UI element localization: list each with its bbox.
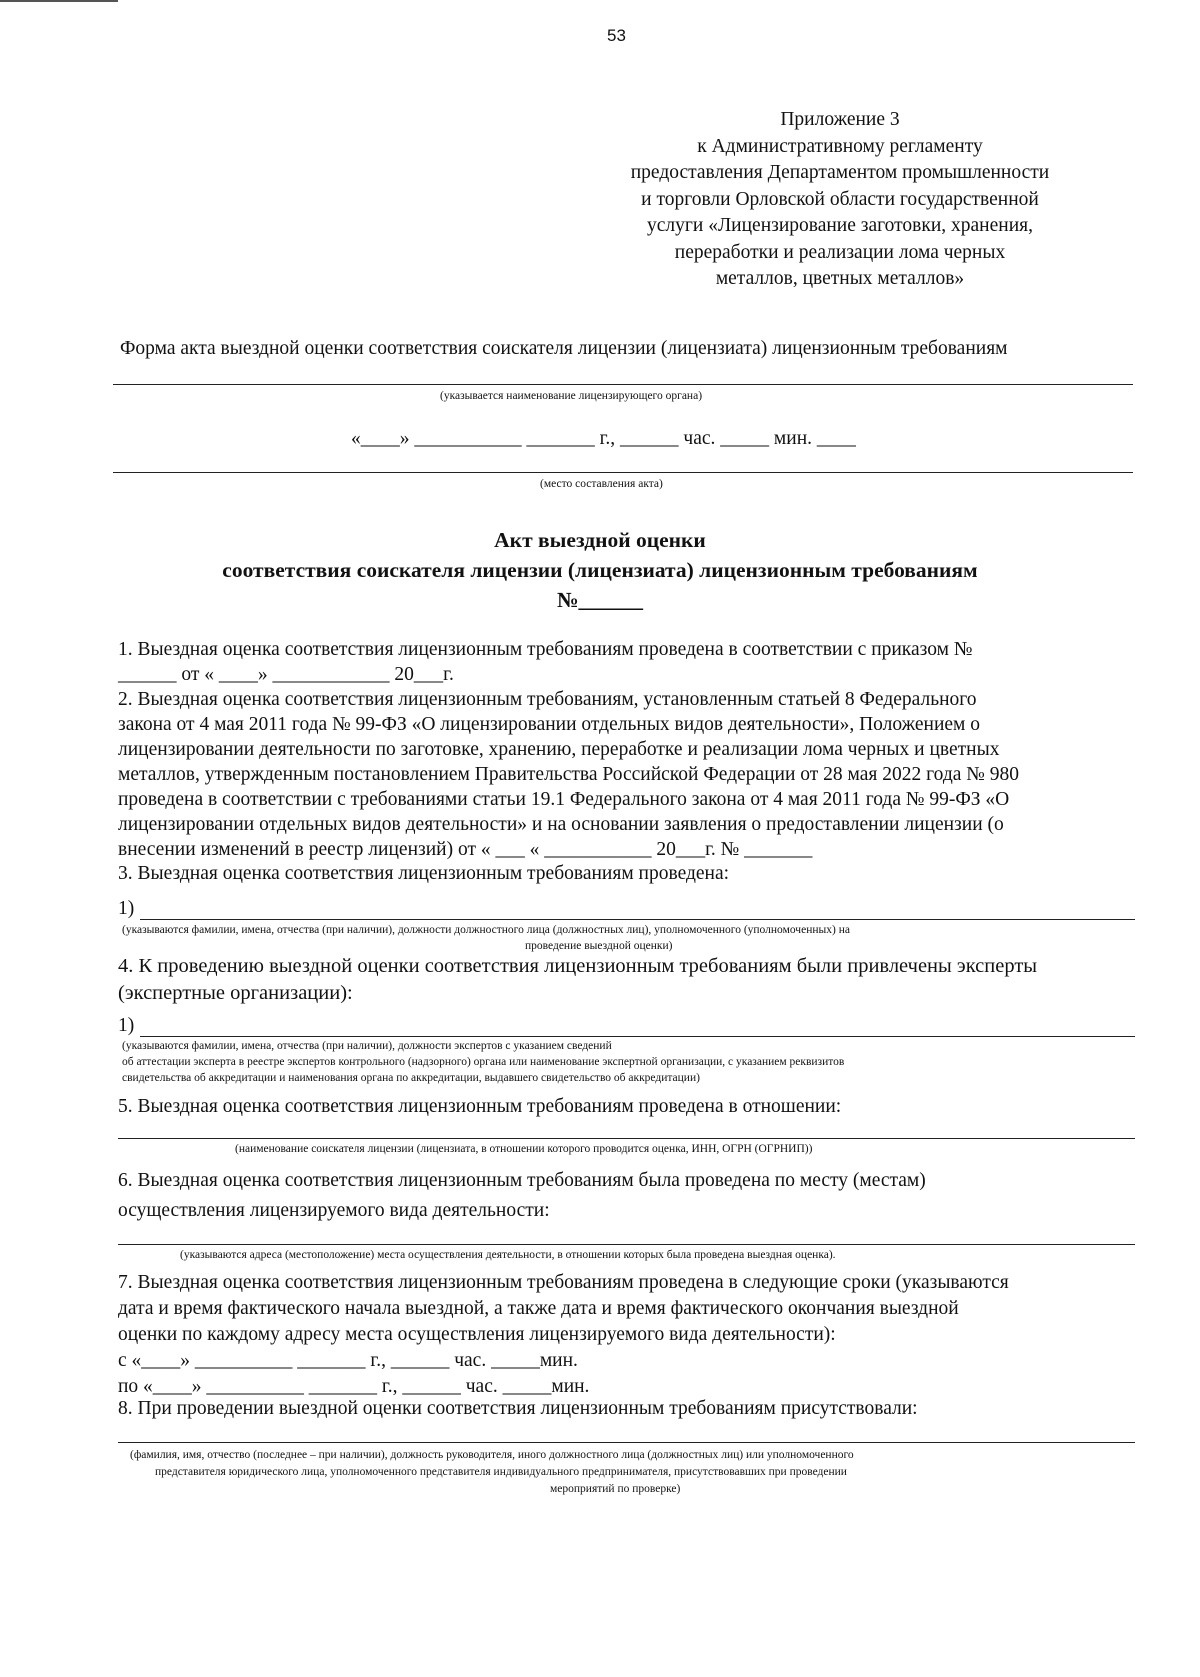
item-4-hint: свидетельства об аккредитации и наименования органа по аккредитации, выдавшего свидетельство об аккредитации) [122, 1072, 700, 1084]
item-3: 3. Выездная оценка соответствия лицензионным требованиям проведена: [118, 863, 730, 884]
place-line [113, 472, 1133, 473]
item-7-line: оценки по каждому адресу места осуществления лицензируемого вида деятельности): [118, 1324, 836, 1345]
item-7-line: дата и время фактического начала выездной, а также дата и время фактического окончания выездной [118, 1298, 959, 1319]
appendix-header [560, 107, 1120, 293]
item-8-hint: (фамилия, имя, отчество (последнее – при наличии), должность руководителя, иного должностного лица (должностных лиц) или уполномоченного [130, 1449, 854, 1461]
item-8-hint: представителя юридического лица, уполномоченного представителя индивидуального предпринимателя, присутствовавших при проведении [155, 1466, 847, 1478]
item-1-line: ______ от « ____» ____________ 20___г. [118, 664, 454, 685]
item-4-number: 1) [118, 1015, 135, 1036]
appendix-line: металлов, цветных металлов» [715, 268, 965, 289]
item-4-hint: об аттестации эксперта в реестре экспертов контрольного (надзорного) органа или наименование экспертной организации, с указанием реквизитов [122, 1056, 845, 1068]
appendix-line: переработки и реализации лома черных [674, 241, 1006, 263]
appendix-line: Приложение 3 [780, 109, 900, 130]
item-6-line: 6. Выездная оценка соответствия лицензионным требованиям была проведена по месту (местам) [118, 1170, 926, 1191]
date-time-line: «____» ___________ _______ г., ______ час. _____ мин. ____ [351, 428, 856, 449]
act-subtitle: соответствия соискателя лицензии (лицензиата) лицензионным требованиям [222, 558, 978, 582]
item-8-line [118, 1442, 1135, 1443]
appendix-line: к Административному регламенту [697, 135, 983, 157]
item-7-start: с «____» __________ _______ г., ______ час. _____мин. [118, 1350, 578, 1371]
org-name-hint: (указывается наименование лицензирующего органа) [440, 390, 703, 402]
act-title: Акт выездной оценки [494, 528, 706, 552]
item-6 [118, 1166, 926, 1226]
item-5: 5. Выездная оценка соответствия лицензионным требованиям проведена в отношении: [118, 1096, 842, 1117]
org-name-line [113, 384, 1133, 385]
item-1 [118, 637, 972, 687]
item-2-line: проведена в соответствии с требованиями статьи 19.1 Федерального закона от 4 мая 2011 года № 99-ФЗ «О [118, 789, 1010, 810]
item-7-end: по «____» __________ _______ г., ______ час. _____мин. [118, 1376, 590, 1397]
item-6-hint: (указываются адреса (местоположение) места осуществления деятельности, в отношении которых была проведена выездная оценка). [180, 1249, 836, 1261]
item-2 [118, 687, 1019, 862]
place-hint: (место составления акта) [540, 478, 663, 490]
item-8: 8. При проведении выездной оценки соответствия лицензионным требованиям присутствовали: [118, 1398, 918, 1419]
item-4-line: 4. К проведению выездной оценки соответствия лицензионным требованиям были привлечены эксперты [118, 955, 1038, 977]
item-3-hint: (указываются фамилии, имена, отчества (при наличии), должности должностного лица (должностных лиц), уполномоченного (уполномоченных) на [122, 924, 850, 936]
item-6-line: осуществления лицензируемого вида деятельности: [118, 1200, 550, 1221]
item-2-line: лицензировании деятельности по заготовке, хранению, переработке и реализации лома черных и цветных [118, 739, 1000, 760]
item-4-line [140, 1036, 1135, 1037]
item-6-line [118, 1244, 1135, 1245]
item-5-hint: (наименование соискателя лицензии (лицензиата, в отношении которого проводится оценка, ИНН, ОГРН (ОГРНИП)) [235, 1143, 813, 1155]
item-4-hint: (указываются фамилии, имена, отчества (при наличии), должности экспертов с указанием сведений [122, 1040, 612, 1052]
item-1-line: 1. Выездная оценка соответствия лицензионным требованиям проведена в соответствии с приказом № [118, 639, 973, 660]
form-title: Форма акта выездной оценки соответствия соискателя лицензии (лицензиата) лицензионным требованиям [120, 338, 1008, 359]
item-5-line [118, 1138, 1135, 1139]
item-2-line: 2. Выездная оценка соответствия лицензионным требованиям, установленным статьей 8 Федерального [118, 689, 977, 710]
scan-edge-mark [0, 0, 118, 2]
item-4 [118, 953, 1037, 1007]
appendix-line: предоставления Департаментом промышленности [630, 162, 1050, 183]
item-2-line: лицензировании отдельных видов деятельности» и на основании заявления о предоставлении лицензии (о [118, 814, 1004, 835]
item-3-line [140, 919, 1135, 920]
item-3-number: 1) [118, 898, 135, 919]
appendix-line: и торговли Орловской области государственной [641, 188, 1039, 210]
item-3-hint: проведение выездной оценки) [525, 940, 673, 952]
item-7 [118, 1270, 1009, 1400]
item-7-line: 7. Выездная оценка соответствия лицензионным требованиям проведена в следующие сроки (указываются [118, 1272, 1009, 1293]
item-2-line: металлов, утвержденным постановлением Правительства Российской Федерации от 28 мая 2022 года № 980 [118, 764, 1020, 785]
item-2-line: внесении изменений в реестр лицензий) от « ___ « ___________ 20___г. № _______ [118, 839, 813, 860]
item-4-line: (экспертные организации): [118, 982, 353, 1004]
act-number: №______ [556, 588, 644, 612]
item-2-line: закона от 4 мая 2011 года № 99-ФЗ «О лицензировании отдельных видов деятельности», Положением о [118, 714, 981, 735]
item-8-hint: мероприятий по проверке) [550, 1483, 681, 1495]
appendix-line: услуги «Лицензирование заготовки, хранения, [647, 215, 1033, 236]
page-number: 53 [607, 26, 626, 45]
